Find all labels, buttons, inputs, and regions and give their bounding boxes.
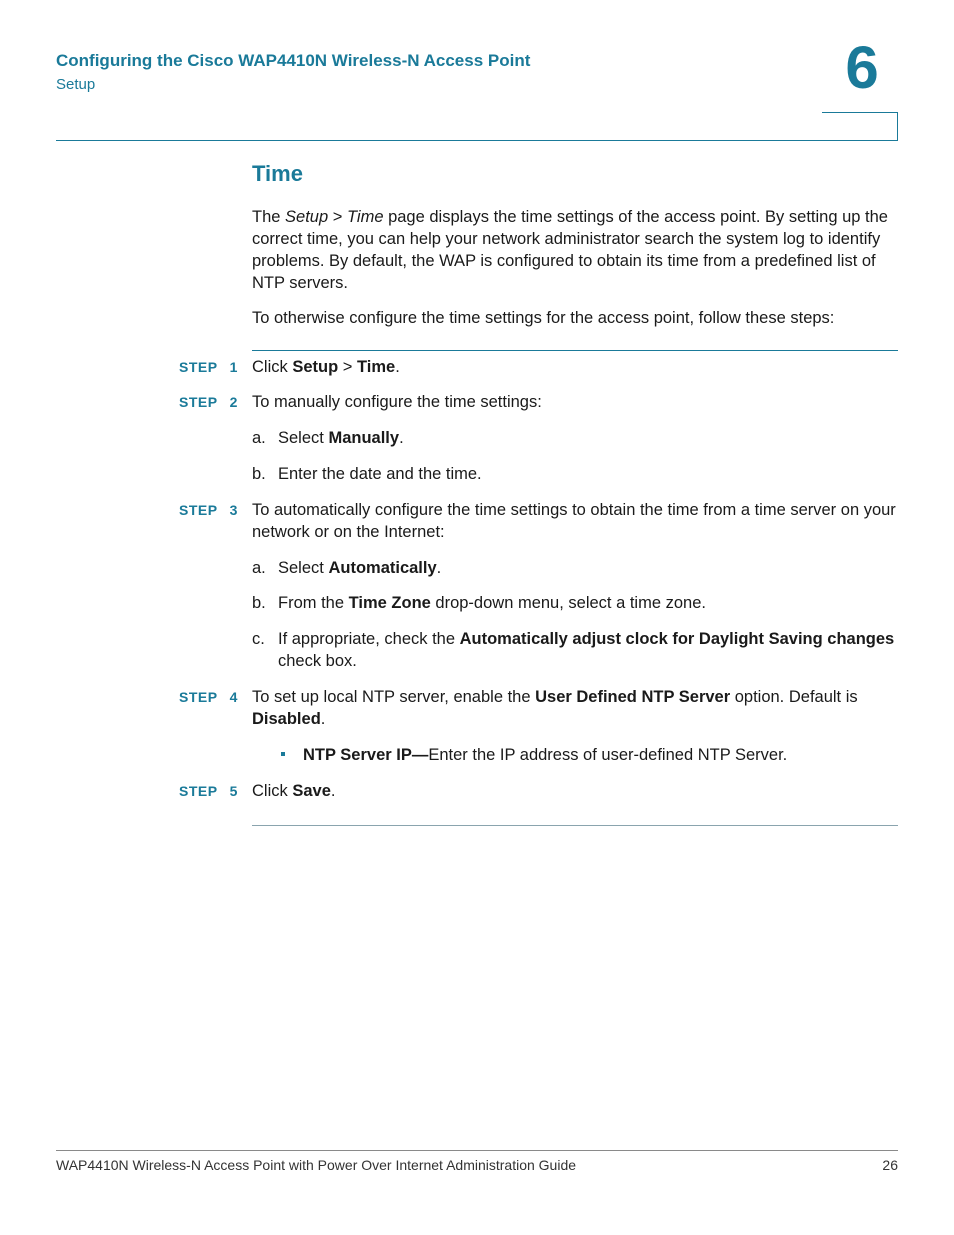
steps-bottom-divider [252,825,898,826]
step-2-substep-a: a. Select Manually. [252,429,404,447]
section-title: Time [252,161,303,186]
step-2-text: To manually configure the time settings: [252,393,542,411]
page-number: 26 [882,1157,898,1173]
step-2-substep-b: b. Enter the date and the time. [252,465,482,483]
chapter-number-frame [822,112,898,140]
bullet-square-icon [281,752,285,756]
step-3-substep-c: c. If appropriate, check the Automatically adjust clock for Daylight Saving changes check box. [252,630,895,670]
step-1-label: STEP 1 [179,359,238,375]
chapter-title: Configuring the Cisco WAP4410N Wireless-N Access Point [56,51,531,70]
footer-guide-title: WAP4410N Wireless-N Access Point with Power Over Internet Administration Guide [56,1157,577,1173]
step-4-label: STEP 4 [179,689,238,705]
section-breadcrumb: Setup [56,76,96,93]
step-4-bullet: NTP Server IP—Enter the IP address of user-defined NTP Server. [281,744,898,766]
step-3-substep-a: a. Select Automatically. [252,559,442,577]
step-5-label: STEP 5 [179,783,238,799]
steps-top-divider [252,350,898,351]
step-3-label: STEP 3 [179,502,238,518]
step-3-substep-b: b. From the Time Zone drop-down menu, select a time zone. [252,594,706,612]
step-1-text: Click Setup > Time. [252,358,400,376]
step-5-text: Click Save. [252,782,336,800]
intro-steps-lead: To otherwise configure the time settings for the access point, follow these steps: [252,309,835,327]
footer-divider [56,1150,898,1151]
chapter-number: 6 [845,34,879,101]
header-divider [56,140,898,141]
step-2-label: STEP 2 [179,394,238,410]
intro-paragraph: The Setup > Time page displays the time settings of the access point. By setting up the correct time, you can help your network administrator search the system log to identify problems. By default, the WAP is configured to obtain its time from a predefined list of NTP servers. [252,208,888,292]
step-4-text: To set up local NTP server, enable the User Defined NTP Server option. Default is Disabled. [252,688,858,728]
step-3-text: To automatically configure the time settings to obtain the time from a time server on your network or on the Internet: [252,501,896,541]
